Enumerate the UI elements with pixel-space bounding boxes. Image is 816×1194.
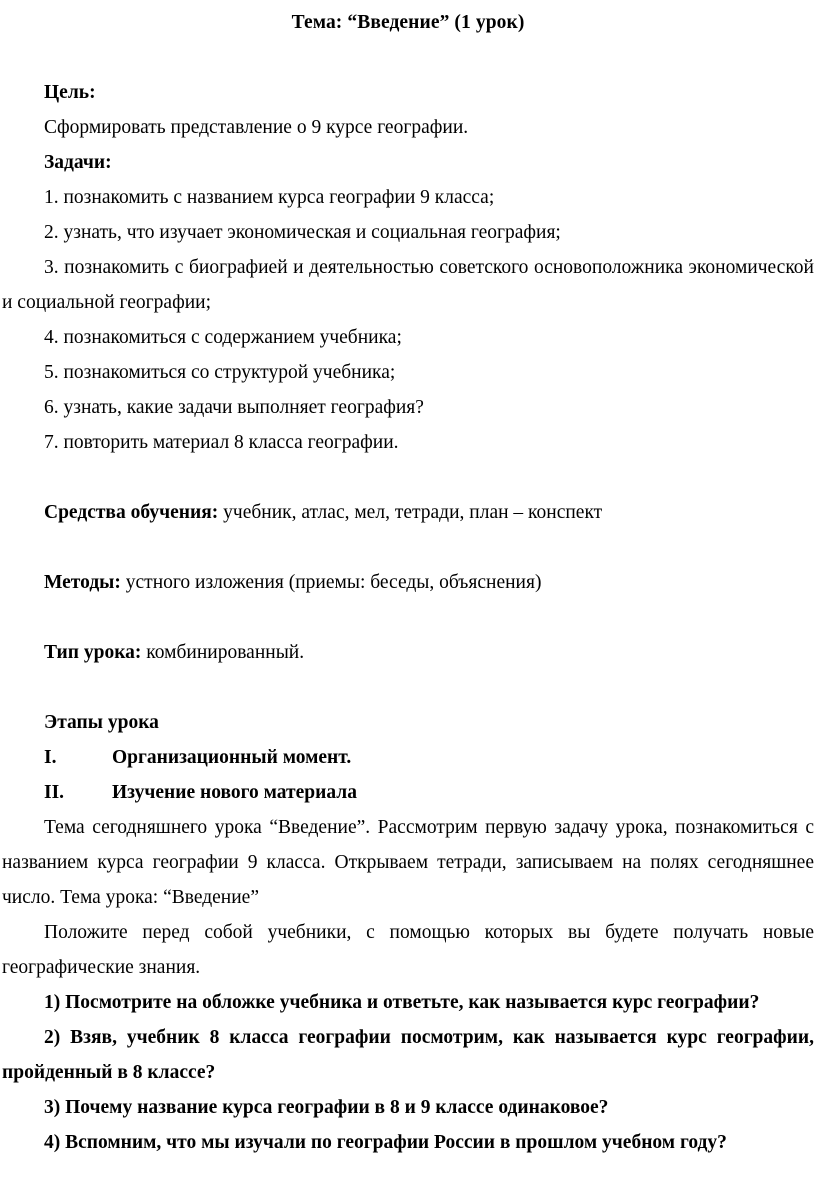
objective-item: 3. познакомить с биографией и деятельностью советского основоположника экономической и социальной географии;: [2, 257, 814, 313]
spacer: [2, 460, 814, 495]
body-paragraph: Положите перед собой учебники, с помощью которых вы будете получать новые географические знания.: [2, 922, 814, 978]
lesson-type-label: Тип урока:: [44, 642, 142, 663]
spacer: [2, 600, 814, 635]
objective-item: 4. познакомиться с содержанием учебника;: [44, 327, 402, 348]
stage-numeral: II.: [44, 782, 65, 803]
page-title: Тема: “Введение” (1 урок): [291, 12, 525, 33]
stage-label: Организационный момент.: [112, 747, 352, 768]
objective-item: 1. познакомить с названием курса географии 9 класса;: [44, 187, 495, 208]
objective-item: 5. познакомиться со структурой учебника;: [44, 362, 396, 383]
stage-label: Изучение нового материала: [112, 782, 357, 803]
spacer: [2, 530, 814, 565]
spacer: [2, 670, 814, 705]
methods-line: [2, 565, 814, 600]
objective-item: 7. повторить материал 8 класса географии.: [44, 432, 399, 453]
document-body: [2, 6, 814, 1160]
methods-label: Методы:: [44, 572, 121, 593]
question-item: 1) Посмотрите на обложке учебника и ответьте, как называется курс географии?: [44, 992, 760, 1013]
question-item: 4) Вспомним, что мы изучали по географии России в прошлом учебном году?: [44, 1132, 727, 1153]
goal-text: Сформировать представление о 9 курсе географии.: [44, 117, 469, 138]
objectives-label: Задачи:: [44, 152, 112, 173]
stage-numeral: I.: [44, 747, 57, 768]
question-item: 3) Почему название курса географии в 8 и 9 классе одинаковое?: [44, 1097, 609, 1118]
lesson-type-text: комбинированный.: [141, 642, 305, 663]
question-item: 2) Взяв, учебник 8 класса географии посмотрим, как называется курс географии, пройденный в 8 классе?: [2, 1027, 814, 1083]
stage-item-1: [2, 740, 814, 775]
objective-item: 6. узнать, какие задачи выполняет география?: [44, 397, 424, 418]
spacer: [2, 40, 814, 75]
resources-line: [2, 495, 814, 530]
resources-label: Средства обучения:: [44, 502, 219, 523]
lesson-type-line: [2, 635, 814, 670]
stage-item-2: [2, 775, 814, 810]
body-paragraph: Тема сегодняшнего урока “Введение”. Рассмотрим первую задачу урока, познакомиться с названием курса географии 9 класса. Открываем тетради, записываем на полях сегодняшнее число. Тема урока: “Введение”: [2, 817, 814, 908]
methods-text: устного изложения (приемы: беседы, объяснения): [120, 572, 542, 593]
resources-text: учебник, атлас, мел, тетради, план – конспект: [218, 502, 603, 523]
goal-label: Цель:: [44, 82, 96, 103]
objective-item: 2. узнать, что изучает экономическая и социальная география;: [44, 222, 561, 243]
stages-heading: Этапы урока: [44, 712, 159, 733]
